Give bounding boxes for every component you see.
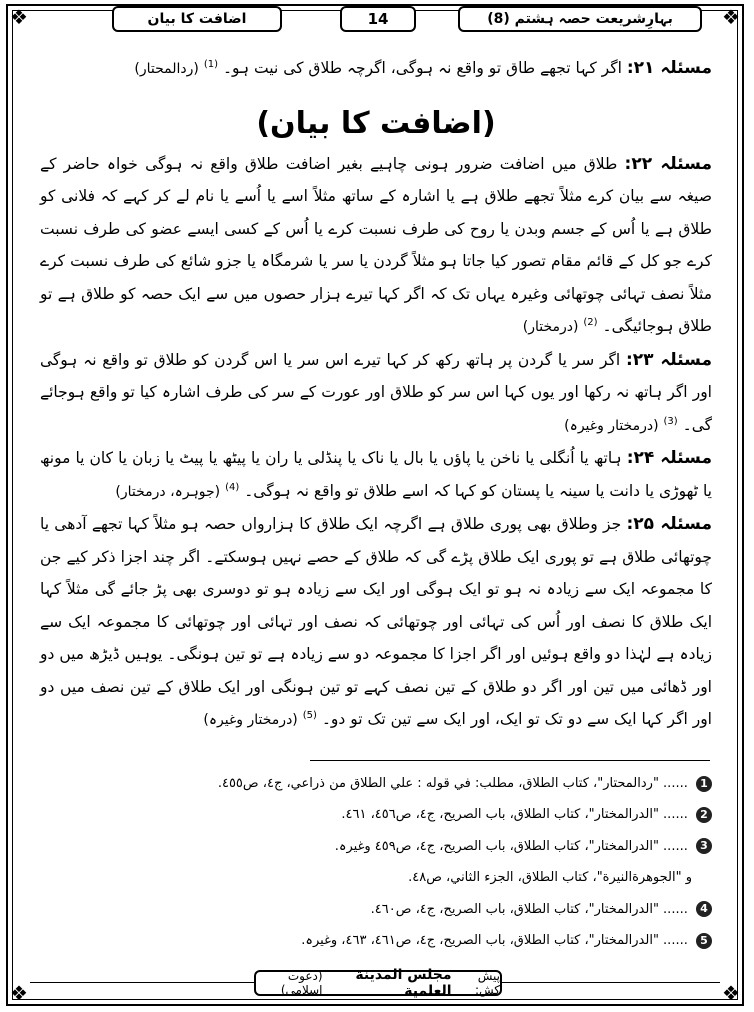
footnote-ref: (3) — [663, 415, 678, 427]
footnote-ref: (4) — [225, 481, 240, 493]
masala-label: مسئلہ ۲۴: — [626, 448, 712, 468]
source-citation: (درمختار وغیرہ) — [203, 712, 298, 728]
masala-22 — [40, 148, 712, 344]
footnote-text: ...... "ردالمحتار"، کتاب الطلاق، مطلب: في قوله : علي الطلاق من ذراعي، ج٤، ص٤٥٥. — [217, 776, 688, 791]
masala-text: ہاتھ یا اُنگلی یا ناخن یا پاؤں یا بال یا ناک یا پنڈلی یا ران یا پیٹھ یا پیٹ یا زبان یا کان یا مونھ یا ٹھوڑی یا دانت یا سینہ یا پستان کو کہا کہ اسے طلاق تو واقع نہ ہوگی۔ — [40, 449, 712, 500]
footnote-text: و "الجوهرةالنيرة"، كتاب الطلاق، الجزء الثاني، ص٤٨. — [408, 870, 692, 886]
masala-21 — [40, 52, 712, 86]
masala-label: مسئلہ ۲۳: — [625, 349, 712, 370]
page-number: 14 — [340, 6, 416, 32]
corner-ornament-icon: ❖ — [722, 981, 740, 1005]
header-chapter-title: اضافت کا بیان — [112, 6, 282, 32]
footnote-number: 5 — [696, 933, 712, 949]
footnote-ref: (5) — [302, 709, 317, 721]
main-content — [40, 52, 712, 737]
footnote-text: ...... "الدرالمختار"، کتاب الطلاق، باب الصریح، ج٤، ص٤٥٩ وغیرہ. — [334, 838, 688, 854]
presented-by-label: پیش کش: — [474, 969, 500, 997]
footnote-text: ...... "الدرالمختار"، کتاب الطلاق، باب الصریح، ج٤، ص٤٦٠. — [370, 901, 688, 917]
source-citation: (درمختار وغیرہ) — [564, 417, 659, 434]
footnote-number: 1 — [696, 776, 712, 792]
publisher-org: (دعوت اسلامی) — [280, 969, 323, 997]
footnote-text: ...... "الدرالمختار"، کتاب الطلاق، باب الصریح، ج٤، ص٤٥٦، ٤٦١. — [341, 807, 688, 823]
masala-label: مسئلہ ۲۱: — [626, 58, 712, 78]
footnotes — [40, 768, 712, 956]
footnote-item — [40, 925, 712, 956]
masala-24 — [40, 442, 712, 508]
source-citation: (درمختار) — [522, 319, 579, 335]
footnote-number: 2 — [696, 807, 712, 823]
masala-23 — [40, 344, 712, 443]
footnote-number: 4 — [696, 901, 712, 917]
masala-25 — [40, 508, 712, 737]
publisher-name: مجلس المدينة العلمية — [355, 967, 452, 999]
footnote-item — [40, 799, 712, 830]
header-book-title: بہارِشریعت حصہ ہشتم (8) — [458, 6, 702, 32]
masala-text: طلاق میں اضافت ضرور ہونی چاہیے بغیر اضافت طلاق واقع نہ ہوگی خواہ حاضر کے صیغہ سے بیان کرے مثلاً تجھے طلاق ہے یا اشارہ کے ساتھ مثلاً اسے یا اُسے یا نام لے کر کہے کہ فلانی کو طلاق ہے یا اُس کے جسم وبدن یا روح کی طرف نسبت کرے یا اُس کے کسی ایسے عضو کی طرف نسبت کرے جو کل کے قائم مقام تصور کیا جاتا ہو مثلاً گردن یا سر یا شرمگاہ یا جزو شائع کی طرف نسبت کرے مثلاً نصف تہائی چوتھائی وغیرہ یہاں تک کہ اگر کہا تیرے ہزار حصوں میں سے ایک حصہ کو طلاق ہے تو طلاق ہوجائیگی۔ — [40, 154, 712, 335]
corner-ornament-icon: ❖ — [10, 981, 28, 1005]
footnote-item — [40, 831, 712, 862]
corner-ornament-icon: ❖ — [10, 5, 28, 29]
footnote-divider — [310, 760, 710, 761]
footnote-item — [40, 768, 712, 799]
masala-label: مسئلہ ۲۵: — [626, 514, 712, 534]
footnote-ref: (2) — [583, 316, 598, 328]
source-citation: (ردالمحتار) — [134, 61, 199, 77]
masala-text: اگر کہا تجھے طاق تو واقع نہ ہوگی، اگرچہ طلاق کی نیت ہو۔ — [222, 59, 622, 77]
masala-label: مسئلہ ۲۲: — [624, 153, 712, 174]
masala-text: اگر سر یا گردن پر ہاتھ رکھ کر کہا تیرے اس سر یا اس گردن کو طلاق تو واقع نہ ہوگی اور اگر ہاتھ نہ رکھا اور یوں کہا اس سر کو طلاق اور عورت کے سر کی طرف اشارہ کیا تو واقع ہوجائے گی۔ — [40, 350, 712, 434]
footer-publisher-box — [254, 967, 502, 999]
footnote-text: ...... "الدرالمختار"، کتاب الطلاق، باب الصریح، ج٤، ص٤٦١، ٤٦٣، وغیرہ. — [301, 933, 688, 949]
footnote-item — [40, 862, 712, 893]
footnote-ref: (1) — [203, 58, 219, 70]
corner-ornament-icon: ❖ — [722, 5, 740, 29]
footnote-item — [40, 894, 712, 925]
source-citation: (جوہرہ، درمختار) — [115, 483, 221, 500]
masala-text: جز وطلاق بھی پوری طلاق ہے اگرچہ ایک طلاق کا ہزارواں حصہ ہو مثلاً کہا تجھے آدھی یا چوتھائی طلاق ہے تو پوری ایک طلاق پڑے گی کہ طلاق کے حصے نہیں ہوسکتے۔ اگر چند اجزا ذکر کیے جن کا مجموعہ ایک سے زیادہ نہ ہو تو ایک ہوگی اور ایک سے زیادہ ہو تو دوسری بھی پڑ جائے گی مثلاً کہا ایک طلاق کا نصف اور اُس کی تہائی اور چوتھائی کہ نصف اور تہائی اور چوتھائی کا مجموعہ ایک سے زیادہ ہے لہٰذا دو واقع ہوئیں اور اگر اجزا کا مجموعہ دو سے زیادہ ہے تو تین ہونگی۔ یوہیں ڈیڑھ میں دو اور ڈھائی میں تین اور اگر دو طلاق کے تین نصف کہے تو تین ہونگی اور ایک طلاق کے تین نصف میں دو اور اگر کہا ایک سے دو تک تو ایک، اور ایک سے تین تک تو دو۔ — [40, 515, 712, 728]
section-title: (اضافت کا بیان) — [256, 105, 496, 141]
footnote-number: 3 — [696, 838, 712, 854]
